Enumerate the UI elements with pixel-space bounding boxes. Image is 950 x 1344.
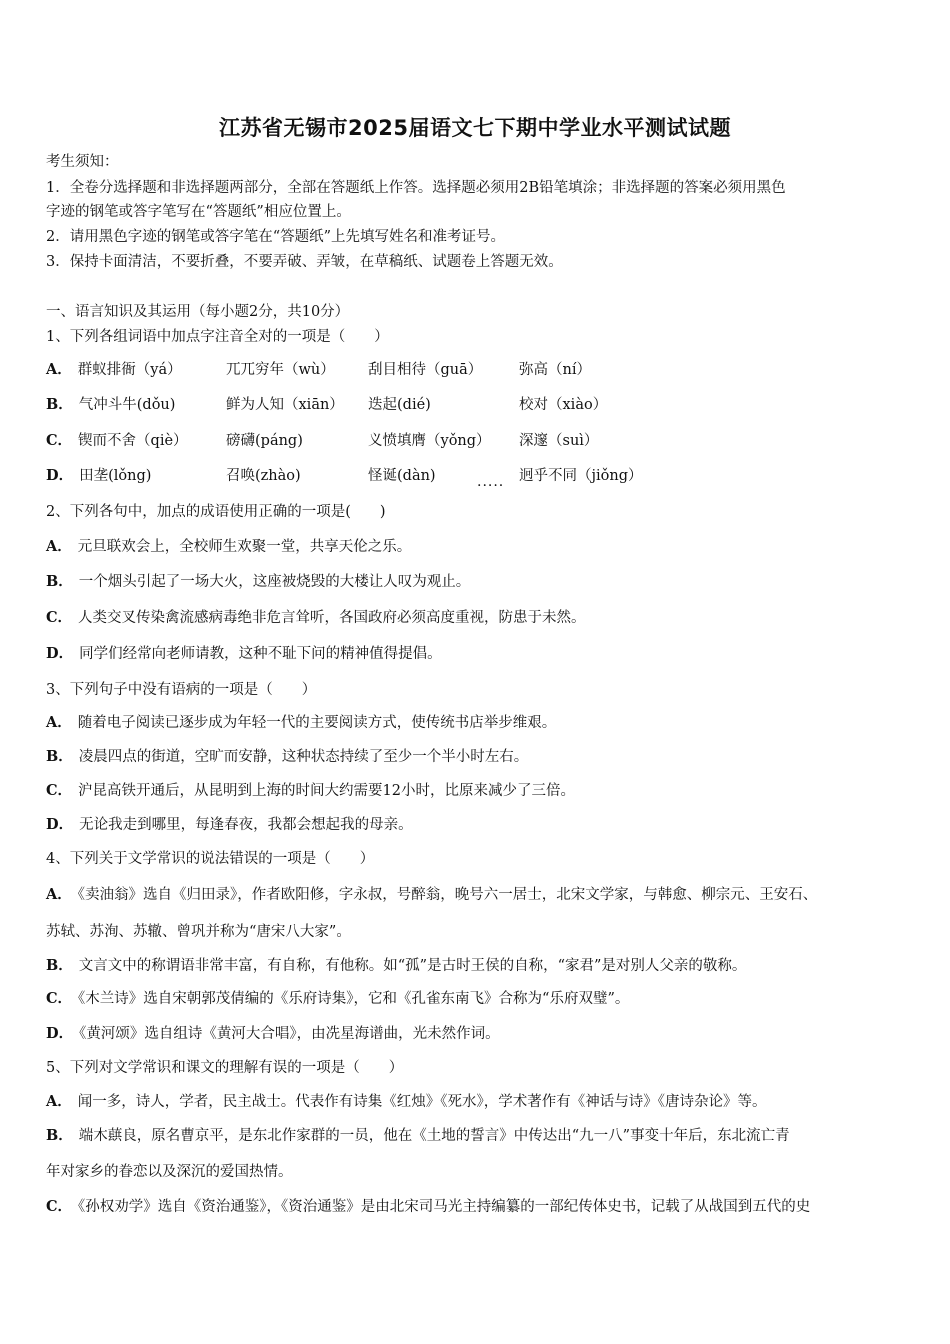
q2-option-b bbox=[46, 572, 470, 592]
option-letter: D． bbox=[46, 1025, 74, 1042]
option-text: 无论我走到哪里，每逢春夜，我都会想起我的母亲。 bbox=[79, 817, 413, 833]
option-text: 《黄河颂》选自组诗《黄河大合唱》，由冼星海谱曲，光未然作词。 bbox=[79, 1026, 500, 1042]
option-text: 《孙权劝学》选自《资治通鉴》，《资治通鉴》是由北宋司马光主持编纂的一部纪传体史书，记载了从战国到五代的史 bbox=[78, 1199, 811, 1215]
option-letter: A． bbox=[46, 886, 72, 903]
q1-c-word-3: 义愤填膺（yǒng） bbox=[368, 433, 491, 449]
option-letter: B． bbox=[46, 748, 73, 765]
q3-option-d bbox=[46, 815, 413, 835]
option-text: 随着电子阅读已逐步成为年轻一代的主要阅读方式，使传统书店举步维艰。 bbox=[77, 715, 557, 731]
option-letter: C． bbox=[46, 432, 73, 449]
notice-item-2: 2．请用黑色字迹的钢笔或答字笔在“答题纸”上先填写姓名和准考证号。 bbox=[46, 229, 506, 245]
option-letter: B． bbox=[46, 573, 73, 590]
q4-option-c bbox=[46, 989, 629, 1009]
option-text: 闻一多，诗人，学者，民主战士。代表作有诗集《红烛》《死水》，学术著作有《神话与诗》《唐诗杂论》等。 bbox=[77, 1094, 767, 1110]
option-letter: B． bbox=[46, 957, 73, 974]
q1-d-word-4: 迥乎不同（jiǒng） bbox=[519, 468, 643, 484]
q5-option-c bbox=[46, 1197, 810, 1217]
option-text: 人类交叉传染禽流感病毒绝非危言耸听，各国政府必须高度重视，防患于未然。 bbox=[78, 610, 586, 626]
notice-item-3: 3．保持卡面清洁，不要折叠，不要弄破、弄皱，在草稿纸、试题卷上答题无效。 bbox=[46, 254, 563, 270]
option-letter: D． bbox=[46, 645, 74, 662]
q1-d-word-1: 田垄(lǒng) bbox=[79, 468, 152, 484]
option-text: 同学们经常向老师请教，这种不耻下问的精神值得提倡。 bbox=[79, 646, 442, 662]
q3-option-c bbox=[46, 781, 575, 801]
q1-b-word-1: 气冲斗牛(dǒu) bbox=[78, 397, 176, 413]
option-text: 《木兰诗》选自宋朝郭茂倩编的《乐府诗集》，它和《孔雀东南飞》合称为“乐府双璧”。 bbox=[78, 991, 630, 1007]
q4-option-d bbox=[46, 1024, 500, 1044]
q3-stem: 3、下列句子中没有语病的一项是（ ） bbox=[46, 682, 317, 698]
notice-item-1: 1．全卷分选择题和非选择题两部分，全部在答题纸上作答。选择题必须用2B铅笔填涂；非选择题的答案必须用黑色 bbox=[46, 180, 786, 196]
option-letter: B． bbox=[46, 396, 73, 413]
q1-a-word-4: 弥高（ní） bbox=[519, 362, 591, 378]
page-title: 江苏省无锡市2025届语文七下期中学业水平测试试题 bbox=[219, 116, 731, 140]
q5-option-b bbox=[46, 1126, 790, 1146]
notice-item-1-cont: 字迹的钢笔或答字笔写在“答题纸”相应位置上。 bbox=[46, 204, 351, 220]
option-letter: A． bbox=[46, 714, 72, 731]
q1-a-word-2: 兀兀穷年（wù） bbox=[226, 362, 335, 378]
q2-option-c bbox=[46, 608, 586, 628]
option-letter: C． bbox=[46, 990, 73, 1007]
option-letter: C． bbox=[46, 609, 73, 626]
option-text: 文言文中的称谓语非常丰富，有自称，有他称。如“孤”是古时王侯的自称，“家君”是对别人父亲的敬称。 bbox=[78, 958, 747, 974]
q1-b-word-4: 校对（xiào） bbox=[519, 397, 608, 413]
option-text: 沪昆高铁开通后，从昆明到上海的时间大约需要12小时，比原来减少了三倍。 bbox=[78, 783, 575, 799]
q1-stem: 1、下列各组词语中加点字注音全对的一项是（ ） bbox=[46, 329, 389, 345]
q4-option-a bbox=[46, 885, 817, 905]
option-letter: A． bbox=[46, 538, 72, 555]
q1-c-word-2: 磅礴(páng) bbox=[226, 433, 303, 449]
q1-a-word-1: 群蚁排衙（yá） bbox=[77, 362, 182, 378]
q1-d-word-2: 召唤(zhào) bbox=[226, 468, 301, 484]
q5-option-a bbox=[46, 1092, 767, 1112]
q5-stem: 5、下列对文学常识和课文的理解有误的一项是（ ） bbox=[46, 1060, 404, 1076]
q4-option-a-cont: 苏轼、苏洵、苏辙、曾巩并称为“唐宋八大家”。 bbox=[46, 924, 351, 940]
q1-b-word-3: 迭起(dié) bbox=[368, 397, 431, 413]
option-letter: B． bbox=[46, 1127, 73, 1144]
option-text: 凌晨四点的街道，空旷而安静，这种状态持续了至少一个半小时左右。 bbox=[78, 749, 529, 765]
emphasis-dots: ..... bbox=[477, 474, 505, 490]
q1-a-word-3: 刮目相待（guā） bbox=[368, 362, 483, 378]
q2-stem: 2、下列各句中，加点的成语使用正确的一项是( ) bbox=[46, 504, 386, 520]
option-letter: D． bbox=[46, 816, 74, 833]
q4-option-b bbox=[46, 956, 746, 976]
notice-heading: 考生须知： bbox=[46, 154, 119, 170]
option-letter: A． bbox=[46, 361, 72, 378]
q1-c-word-4: 深邃（suì） bbox=[519, 433, 599, 449]
q2-option-d bbox=[46, 644, 442, 664]
option-text: 《卖油翁》选自《归田录》，作者欧阳修，字永叔，号醉翁，晚号六一居士，北宋文学家，与韩愈、柳宗元、王安石、 bbox=[77, 887, 818, 903]
q1-d-word-3: 怪诞(dàn) bbox=[368, 468, 436, 484]
option-text: 端木蕻良，原名曹京平，是东北作家群的一员，他在《土地的誓言》中传达出“九一八”事变十年后，东北流亡青 bbox=[78, 1128, 790, 1144]
q3-option-b bbox=[46, 747, 528, 767]
q1-c-word-1: 锲而不舍（qiè） bbox=[78, 433, 188, 449]
option-letter: D． bbox=[46, 467, 74, 484]
option-letter: C． bbox=[46, 782, 73, 799]
option-letter: A． bbox=[46, 1093, 72, 1110]
q3-option-a bbox=[46, 713, 556, 733]
option-letter: C． bbox=[46, 1198, 73, 1215]
q2-option-a bbox=[46, 537, 411, 557]
option-text: 元旦联欢会上，全校师生欢聚一堂，共享天伦之乐。 bbox=[77, 539, 412, 555]
q5-option-b-cont: 年对家乡的眷恋以及深沉的爱国热情。 bbox=[46, 1164, 293, 1180]
option-text: 一个烟头引起了一场大火，这座被烧毁的大楼让人叹为观止。 bbox=[78, 574, 471, 590]
q4-stem: 4、下列关于文学常识的说法错误的一项是（ ） bbox=[46, 851, 375, 867]
q1-b-word-2: 鲜为人知（xiān） bbox=[226, 397, 344, 413]
section-1-heading: 一、语言知识及其运用（每小题2分，共10分） bbox=[46, 304, 350, 320]
